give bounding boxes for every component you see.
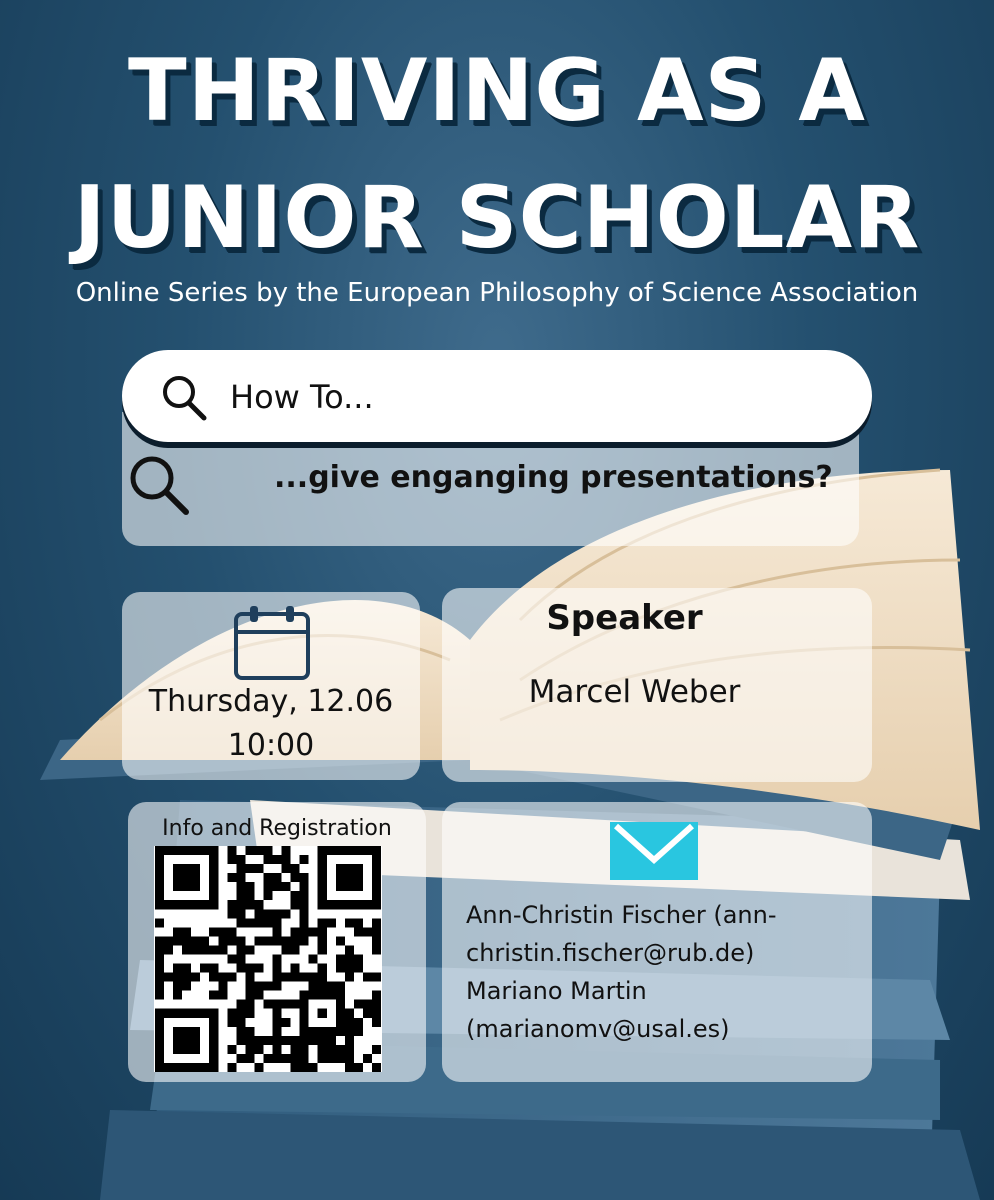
poster-title-line2: JUNIOR SCHOLAR (73, 168, 921, 268)
registration-label: Info and Registration (162, 816, 392, 841)
mail-icon (608, 820, 700, 882)
date-panel (122, 592, 420, 780)
search-icon (126, 454, 190, 516)
search-bar[interactable] (122, 350, 872, 442)
qr-code[interactable] (154, 846, 382, 1072)
contact-line: Ann-Christin Fischer (ann- (466, 901, 777, 929)
contact-line[interactable]: christin.fischer@rub.de) (466, 939, 755, 967)
event-time: 10:00 (227, 728, 315, 763)
speaker-panel (442, 588, 872, 782)
poster-title-line1: THRIVING AS A (128, 41, 866, 141)
calendar-icon (232, 604, 312, 682)
search-icon (160, 374, 208, 422)
question-text: ...give enganging presentations? (274, 460, 833, 495)
contact-info (466, 896, 862, 1048)
contact-panel (442, 802, 872, 1082)
registration-panel (128, 802, 426, 1082)
contact-line[interactable]: (marianomv@usal.es) (466, 1015, 730, 1043)
search-bar-label: How To... (230, 378, 374, 416)
speaker-heading: Speaker (546, 598, 703, 638)
speaker-name: Marcel Weber (528, 674, 741, 710)
poster-subtitle: Online Series by the European Philosophy of Science Association (75, 278, 919, 308)
contact-line: Mariano Martin (466, 977, 647, 1005)
event-date: Thursday, 12.06 (148, 684, 394, 719)
